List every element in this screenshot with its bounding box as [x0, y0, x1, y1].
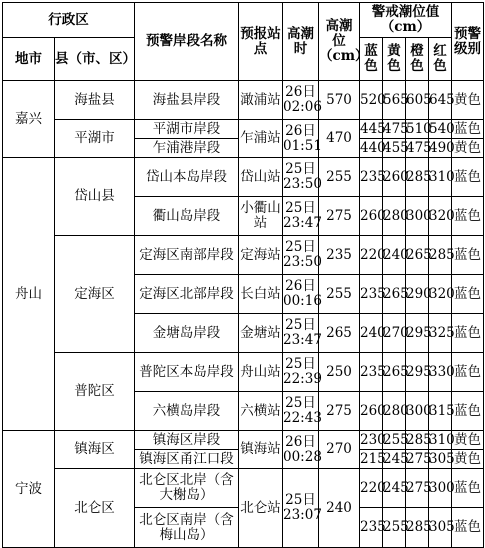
segment-cell: 六横岛岸段	[135, 392, 239, 431]
header-warning-grade: 预警级别	[452, 3, 484, 81]
time-cell: 26日01:51	[283, 120, 319, 158]
yellow-cell: 280	[383, 197, 406, 236]
yellow-cell: 565	[383, 81, 406, 120]
yellow-cell: 260	[383, 158, 406, 197]
time-cell: 25日22:43	[283, 392, 319, 431]
grade-cell: 蓝色	[452, 275, 484, 314]
station-cell: 长白站	[239, 275, 283, 314]
time-cell: 25日23:50	[283, 158, 319, 197]
orange-cell: 510	[406, 120, 432, 137]
table-row	[3, 120, 484, 139]
time-cell: 25日23:50	[283, 236, 319, 275]
station-cell: 岱山站	[239, 158, 283, 197]
header-blue: 蓝色	[360, 38, 383, 81]
yellow-cell: 255	[383, 508, 406, 548]
tide-warning-table	[2, 2, 484, 548]
red-cell: 310	[429, 158, 452, 197]
blue-cell: 260	[360, 197, 383, 236]
table-row	[3, 431, 484, 450]
tide-cell: 275	[319, 392, 360, 431]
tide-cell: 250	[319, 353, 360, 392]
grade-cell: 蓝色	[452, 392, 484, 431]
tide-cell: 275	[319, 197, 360, 236]
red-cell: 305	[429, 508, 452, 548]
grade-cell: 黄色	[452, 431, 484, 450]
grade-cell: 蓝色	[452, 197, 484, 236]
red-cell: 540	[429, 120, 455, 137]
orange-cell: 285	[406, 431, 432, 448]
orange-cell: 605	[406, 81, 429, 120]
header-high-tide-time: 高潮时	[283, 3, 319, 81]
segment-cell: 平湖市岸段	[135, 120, 239, 139]
county-cell: 定海区	[55, 236, 135, 353]
station-cell: 澉浦站	[239, 81, 283, 120]
station-cell: 定海站	[239, 236, 283, 275]
grade-cell: 蓝色	[452, 353, 484, 392]
red-cell: 325	[429, 314, 452, 353]
orange-cell: 290	[406, 275, 429, 314]
header-row	[3, 3, 484, 38]
segment-cell: 金塘岛岸段	[135, 314, 239, 353]
city-cell: 嘉兴	[3, 81, 55, 158]
grade-cell: 蓝色	[452, 314, 484, 353]
red-cell: 310	[429, 431, 455, 448]
orange-cell: 295	[406, 314, 429, 353]
red-cell: 300	[429, 469, 452, 508]
red-cell: 645	[429, 81, 452, 120]
blue-cell: 235	[360, 275, 383, 314]
tide-cell: 240	[319, 469, 360, 548]
blue-cell: 220	[360, 469, 383, 508]
blue-cell: 520	[360, 81, 383, 120]
yellow-cell: 245	[383, 450, 409, 467]
county-cell: 平湖市	[55, 120, 135, 158]
blue-cell: 260	[360, 392, 383, 431]
segment-cell: 镇海区岸段	[135, 431, 239, 450]
time-cell: 26日00:28	[283, 431, 319, 469]
yellow-cell: 475	[383, 120, 409, 137]
grade-cell: 蓝色	[452, 469, 484, 508]
header-county: 县（市、区）	[55, 38, 135, 81]
header-city: 地市	[3, 38, 55, 81]
grade-cell: 蓝色	[452, 236, 484, 275]
orange-cell: 300	[406, 197, 429, 236]
table-row	[3, 81, 484, 120]
blue-cell: 230	[360, 431, 386, 448]
tide-cell: 235	[319, 236, 360, 275]
segment-cell: 岱山本岛岸段	[135, 158, 239, 197]
tide-cell: 270	[319, 431, 360, 469]
header-segment: 预警岸段名称	[135, 3, 239, 81]
time-cell: 25日23:07	[283, 469, 319, 548]
header-region: 行政区	[3, 3, 135, 38]
county-cell: 北仑区	[55, 469, 135, 548]
segment-cell: 海盐县岸段	[135, 81, 239, 120]
blue-cell: 215	[360, 450, 386, 467]
yellow-cell: 280	[383, 392, 406, 431]
orange-cell: 275	[406, 450, 432, 467]
yellow-cell: 255	[383, 431, 409, 448]
yellow-cell: 265	[383, 275, 406, 314]
grade-cell: 黄色	[452, 81, 484, 120]
city-cell: 宁波	[3, 431, 55, 548]
orange-cell: 275	[406, 469, 429, 508]
tide-cell: 255	[319, 275, 360, 314]
segment-cell: 北仑区南岸（含梅山岛）	[135, 508, 239, 548]
time-cell: 26日02:06	[283, 81, 319, 120]
yellow-cell: 455	[383, 139, 409, 156]
table-row	[3, 236, 484, 275]
orange-cell: 475	[406, 139, 432, 156]
station-cell: 镇海站	[239, 431, 283, 469]
blue-cell: 235	[360, 353, 383, 392]
red-cell: 330	[429, 353, 452, 392]
header-warning-levels: 警戒潮位值（cm）	[360, 3, 452, 38]
segment-cell: 镇海区甬江口段	[135, 450, 239, 469]
yellow-cell: 270	[383, 314, 406, 353]
red-cell: 320	[429, 275, 452, 314]
header-orange: 橙色	[406, 38, 429, 81]
station-cell: 乍浦站	[239, 120, 283, 158]
header-red: 红色	[429, 38, 452, 81]
header-yellow: 黄色	[383, 38, 406, 81]
red-cell: 320	[429, 197, 452, 236]
tide-cell: 570	[319, 81, 360, 120]
grade-cell: 蓝色	[452, 508, 484, 548]
segment-cell: 乍浦港岸段	[135, 139, 239, 158]
red-cell: 315	[429, 392, 452, 431]
segment-cell: 定海区南部岸段	[135, 236, 239, 275]
yellow-cell: 265	[383, 353, 406, 392]
orange-cell: 300	[406, 392, 429, 431]
orange-cell: 265	[406, 236, 429, 275]
orange-cell: 285	[406, 158, 429, 197]
red-cell: 305	[429, 450, 455, 467]
time-cell: 25日23:47	[283, 197, 319, 236]
segment-cell: 普陀区本岛岸段	[135, 353, 239, 392]
time-cell: 26日00:16	[283, 275, 319, 314]
segment-cell: 衢山岛岸段	[135, 197, 239, 236]
station-cell: 舟山站	[239, 353, 283, 392]
red-cell: 490	[429, 139, 455, 156]
blue-cell: 440	[360, 139, 386, 156]
tide-cell: 265	[319, 314, 360, 353]
header-station: 预报站点	[239, 3, 283, 81]
blue-cell: 445	[360, 120, 386, 137]
blue-cell: 235	[360, 508, 383, 548]
blue-cell: 240	[360, 314, 383, 353]
city-cell: 舟山	[3, 158, 55, 431]
grade-cell: 黄色	[452, 139, 484, 158]
time-cell: 25日22:39	[283, 353, 319, 392]
grade-cell: 蓝色	[452, 120, 484, 139]
red-cell: 285	[429, 236, 452, 275]
orange-cell: 295	[406, 353, 429, 392]
segment-cell: 定海区北部岸段	[135, 275, 239, 314]
station-cell: 小衢山站	[239, 197, 283, 236]
time-cell: 25日23:47	[283, 314, 319, 353]
blue-cell: 235	[360, 158, 383, 197]
tide-cell: 470	[319, 120, 360, 158]
segment-cell: 北仑区北岸（含大榭岛）	[135, 469, 239, 508]
table-row	[3, 469, 484, 508]
grade-cell: 蓝色	[452, 158, 484, 197]
station-cell: 北仑站	[239, 469, 283, 548]
tide-cell: 255	[319, 158, 360, 197]
station-cell: 六横站	[239, 392, 283, 431]
yellow-cell: 240	[383, 236, 406, 275]
county-cell: 普陀区	[55, 353, 135, 431]
grade-cell: 黄色	[452, 450, 484, 469]
blue-cell: 220	[360, 236, 383, 275]
yellow-cell: 245	[383, 469, 406, 508]
county-cell: 海盐县	[55, 81, 135, 120]
station-cell: 金塘站	[239, 314, 283, 353]
table-row	[3, 353, 484, 392]
orange-cell: 285	[406, 508, 429, 548]
header-high-tide-level: 高潮位（cm）	[319, 3, 360, 81]
table-row	[3, 158, 484, 197]
county-cell: 岱山县	[55, 158, 135, 236]
county-cell: 镇海区	[55, 431, 135, 469]
